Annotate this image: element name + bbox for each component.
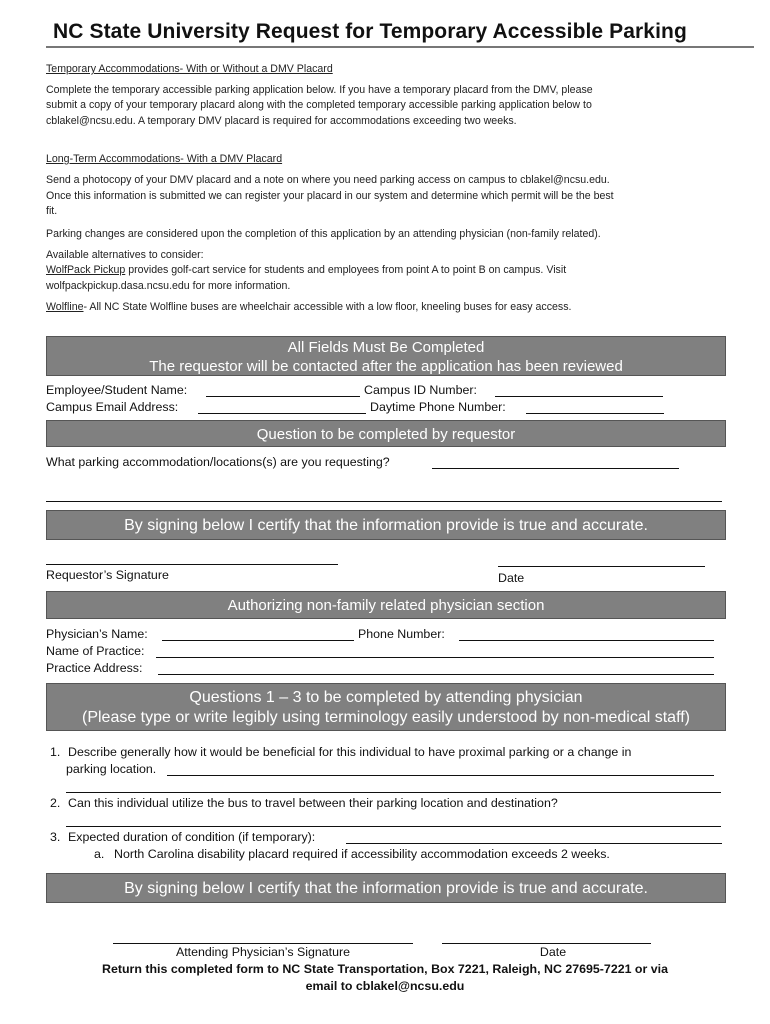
longterm-text-line-1: Send a photocopy of your DMV placard and a note on where you need parking access on campus to cblakel@ncsu.edu. (46, 174, 610, 186)
all-fields-banner-line-2: The requestor will be contacted after the application has been reviewed (149, 358, 623, 375)
title-divider (46, 46, 754, 48)
physician-questions-banner-line-1: Questions 1 – 3 to be completed by attending physician (189, 689, 583, 706)
longterm-text-line-2: Once this information is submitted we can register your placard in our system and determine which permit will be the best (46, 190, 614, 202)
question-3a-text: North Carolina disability placard required if accessibility accommodation exceeds 2 weeks. (114, 847, 610, 861)
question-1-number: 1. (50, 745, 61, 759)
return-instructions-line-2: email to cblakel@ncsu.edu (305, 979, 465, 993)
wolfline-line (46, 300, 571, 315)
campus-email-label: Campus Email Address: (46, 400, 179, 414)
longterm-accommodations-heading: Long-Term Accommodations- With a DMV Placard (46, 153, 283, 165)
temp-accommodations-heading: Temporary Accommodations- With or Without a DMV Placard (46, 63, 333, 75)
question-2-number: 2. (50, 796, 61, 810)
daytime-phone-field[interactable] (526, 413, 664, 414)
physician-phone-field[interactable] (459, 640, 714, 641)
question-3-text: Expected duration of condition (if temporary): (68, 830, 316, 844)
requestor-date-field[interactable] (498, 566, 705, 567)
page-title: NC State University Request for Temporary Accessible Parking (53, 20, 687, 43)
locations-question-label: What parking accommodation/locations(s) are you requesting? (46, 455, 390, 469)
physician-certify-banner: By signing below I certify that the information provide is true and accurate. (46, 873, 726, 903)
physician-name-field[interactable] (162, 640, 354, 641)
parking-changes-note: Parking changes are considered upon the completion of this application by an attending physician (non-family related). (46, 228, 601, 240)
campus-id-label: Campus ID Number: (364, 383, 477, 397)
physician-date-label: Date (539, 945, 567, 959)
physician-phone-label: Phone Number: (358, 627, 445, 641)
wolfline-link[interactable]: Wolfline (46, 301, 84, 313)
requestor-date-label: Date (498, 571, 525, 585)
question-3-number: 3. (50, 830, 61, 844)
wolfpack-pickup-text: provides golf-cart service for students and employees from point A to point B on campus. Visit (125, 264, 567, 276)
temp-text-line-2: submit a copy of your temporary placard along with the completed temporary accessible parking application below to (46, 99, 592, 111)
question-3-answer-field[interactable] (346, 843, 722, 844)
practice-name-field[interactable] (156, 657, 714, 658)
campus-id-field[interactable] (495, 396, 663, 397)
longterm-text-line-3: fit. (46, 205, 58, 217)
requestor-signature-field[interactable] (46, 564, 338, 565)
question-2-text: Can this individual utilize the bus to travel between their parking location and destination? (68, 796, 558, 810)
wolfpack-url-text: wolfpackpickup.dasa.ncsu.edu for more information. (46, 280, 291, 292)
physician-questions-banner-line-2: (Please type or write legibly using terminology easily understood by non-medical staff) (81, 709, 690, 726)
daytime-phone-label: Daytime Phone Number: (370, 400, 506, 414)
practice-address-label: Practice Address: (46, 661, 143, 675)
temp-text-line-3: cblakel@ncsu.edu. A temporary DMV placard is required for accommodations exceeding two weeks. (46, 115, 517, 127)
question-1-line-2: parking location. (66, 762, 157, 776)
locations-answer-field[interactable] (432, 468, 679, 469)
physician-section-banner: Authorizing non-family related physician section (46, 591, 726, 619)
temp-text-line-1: Complete the temporary accessible parking application below. If you have a temporary placard from the DMV, please (46, 84, 593, 96)
question-1-line-1: Describe generally how it would be beneficial for this individual to have proximal parking or a change in (68, 745, 632, 759)
question-1-answer-field[interactable] (167, 775, 714, 776)
practice-name-label: Name of Practice: (46, 644, 145, 658)
return-instructions-line-1: Return this completed form to NC State Transportation, Box 7221, Raleigh, NC 27695-7221 or via (102, 962, 668, 976)
requestor-question-banner: Question to be completed by requestor (46, 420, 726, 447)
question-2-answer-field[interactable] (66, 826, 721, 827)
employee-name-label: Employee/Student Name: (46, 383, 188, 397)
wolfpack-pickup-link[interactable]: WolfPack Pickup (46, 264, 126, 276)
requestor-signature-label: Requestor’s Signature (46, 568, 169, 582)
locations-answer-field-2[interactable] (46, 501, 722, 502)
question-3a-letter: a. (94, 847, 105, 861)
physician-name-label: Physician’s Name: (46, 627, 148, 641)
requestor-certify-banner: By signing below I certify that the information provide is true and accurate. (46, 510, 726, 540)
campus-email-field[interactable] (198, 413, 366, 414)
alternatives-intro: Available alternatives to consider: (46, 249, 204, 261)
employee-name-field[interactable] (206, 396, 360, 397)
wolfpack-pickup-line (46, 263, 566, 278)
all-fields-banner-line-1: All Fields Must Be Completed (287, 339, 485, 356)
wolfline-text: - All NC State Wolfline buses are wheelchair accessible with a low floor, kneeling buses for easy access. (83, 301, 572, 313)
all-fields-banner (46, 336, 726, 376)
practice-address-field[interactable] (158, 674, 714, 675)
physician-signature-label: Attending Physician’s Signature (175, 945, 351, 959)
question-1-answer-field-2[interactable] (66, 792, 721, 793)
physician-questions-banner (46, 683, 726, 731)
